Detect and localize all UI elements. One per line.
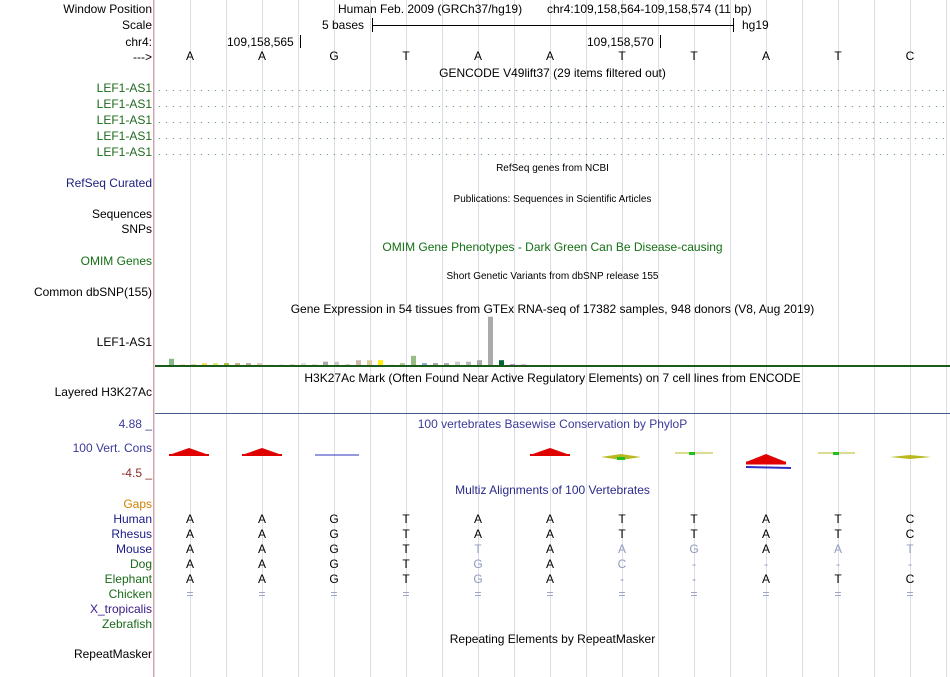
alignment-base: A <box>545 572 554 586</box>
alignment-base: A <box>761 542 770 556</box>
phylop-peak-2 <box>242 448 282 455</box>
phylop-graph[interactable] <box>155 440 950 476</box>
scale-label: Scale <box>121 18 152 32</box>
species-label-rhesus[interactable]: Rhesus <box>111 527 152 541</box>
alignment-base: G <box>329 557 339 571</box>
window-position-label: Window Position <box>63 2 152 16</box>
rmsk-label[interactable]: RepeatMasker <box>73 647 152 661</box>
alignment-base: A <box>473 512 482 526</box>
alignment-base: - <box>692 557 696 571</box>
gencode-feature[interactable] <box>157 117 949 123</box>
pubs-track-title: Publications: Sequences in Scientific Articles <box>453 194 652 205</box>
coordinate-tick-2: 109,158,570 <box>587 35 654 49</box>
chr-label: chr4: <box>125 35 152 49</box>
alignment-base: - <box>836 557 840 571</box>
base-letter: A <box>545 49 554 63</box>
phylop-peak-6 <box>530 448 570 455</box>
gencode-item-label[interactable]: LEF1-AS1 <box>96 145 152 159</box>
species-label-x_tropicalis[interactable]: X_tropicalis <box>89 602 152 616</box>
alignment-base: = <box>258 587 266 601</box>
dbsnp-label[interactable]: Common dbSNP(155) <box>33 285 152 299</box>
h3k27ac-label[interactable]: Layered H3K27Ac <box>54 385 152 399</box>
alignment-base: = <box>618 587 626 601</box>
coordinate-tick-mark-2 <box>660 35 661 48</box>
alignment-base: T <box>690 527 698 541</box>
phylop-max-label: 4.88 _ <box>118 417 152 431</box>
alignment-base: A <box>257 572 266 586</box>
db-text: hg19 <box>742 18 769 32</box>
alignment-base: = <box>906 587 914 601</box>
alignment-base: C <box>905 512 915 526</box>
rmsk-track-title: Repeating Elements by RepeatMasker <box>449 632 656 646</box>
alignment-base: A <box>761 512 770 526</box>
alignment-base: A <box>545 527 554 541</box>
alignment-base: T <box>474 542 482 556</box>
gtex-tissue-bar[interactable] <box>411 356 416 366</box>
alignment-base: T <box>618 512 626 526</box>
alignment-base: = <box>834 587 842 601</box>
phylop-track-title: 100 vertebrates Basewise Conservation by PhyloP <box>417 417 688 431</box>
coordinate-tick-mark-1 <box>300 35 301 48</box>
alignment-base: = <box>762 587 770 601</box>
base-letter: C <box>905 49 915 63</box>
h3k27ac-baseline <box>155 413 950 414</box>
phylop-min-label: -4.5 _ <box>121 466 152 480</box>
refseq-track-title: RefSeq genes from NCBI <box>496 163 609 174</box>
alignment-base: A <box>185 557 194 571</box>
alignment-base: A <box>185 512 194 526</box>
position-text: chr4:109,158,564-109,158,574 (11 bp) <box>547 2 752 16</box>
base-letter: A <box>185 49 194 63</box>
alignment-base: T <box>618 527 626 541</box>
alignment-base: C <box>905 572 915 586</box>
alignment-base: T <box>834 527 842 541</box>
species-label-zebrafish[interactable]: Zebrafish <box>101 617 152 631</box>
alignment-base: A <box>257 512 266 526</box>
gencode-item-label[interactable]: LEF1-AS1 <box>96 129 152 143</box>
alignment-base: T <box>402 527 410 541</box>
gencode-item-label[interactable]: LEF1-AS1 <box>96 97 152 111</box>
gaps-label[interactable]: Gaps <box>123 497 152 511</box>
alignment-base: = <box>546 587 554 601</box>
alignment-base: G <box>473 572 483 586</box>
base-letter: T <box>402 49 410 63</box>
base-letter: T <box>834 49 842 63</box>
alignment-base: A <box>761 572 770 586</box>
alignment-base: A <box>545 557 554 571</box>
omim-track-title: OMIM Gene Phenotypes - Dark Green Can Be Disease-causing <box>382 240 723 254</box>
h3k27ac-track-title: H3K27Ac Mark (Often Found Near Active Regulatory Elements) on 7 cell lines from ENCODE <box>304 371 801 385</box>
base-letter: G <box>329 49 339 63</box>
alignment-base: T <box>906 542 914 556</box>
gencode-feature[interactable] <box>157 85 949 91</box>
alignment-base: = <box>330 587 338 601</box>
phylop-peak-1 <box>169 448 209 455</box>
coordinate-tick-1: 109,158,565 <box>227 35 294 49</box>
alignment-base: T <box>402 572 410 586</box>
sequences-label[interactable]: Sequences <box>91 207 152 221</box>
species-label-dog[interactable]: Dog <box>129 557 152 571</box>
gtex-bar-graph[interactable] <box>155 315 950 367</box>
alignment-base: T <box>690 512 698 526</box>
alignment-base: G <box>689 542 699 556</box>
alignment-base: A <box>257 527 266 541</box>
phylop-label[interactable]: 100 Vert. Cons <box>72 441 152 455</box>
alignment-base: C <box>905 527 915 541</box>
phylop-small-7 <box>601 454 641 460</box>
dbsnp-track-title: Short Genetic Variants from dbSNP release 155 <box>446 271 659 282</box>
alignment-base: - <box>620 572 624 586</box>
multiz-track-title: Multiz Alignments of 100 Vertebrates <box>455 483 650 497</box>
gencode-feature[interactable] <box>157 149 949 155</box>
alignment-base: T <box>834 512 842 526</box>
alignment-base: A <box>257 557 266 571</box>
alignment-base: A <box>545 512 554 526</box>
alignment-base: G <box>329 512 339 526</box>
assembly-title: Human Feb. 2009 (GRCh37/hg19) <box>338 2 523 16</box>
snps-label[interactable]: SNPs <box>121 222 152 236</box>
alignment-base: G <box>473 557 483 571</box>
base-letter: A <box>761 49 770 63</box>
alignment-base: T <box>402 542 410 556</box>
phylop-peak-9 <box>746 454 791 468</box>
alignment-base: A <box>257 542 266 556</box>
alignment-base: A <box>185 542 194 556</box>
alignment-base: A <box>473 527 482 541</box>
base-letter: A <box>257 49 266 63</box>
gencode-feature[interactable] <box>157 133 949 139</box>
alignment-base: C <box>617 557 627 571</box>
alignment-base: - <box>908 557 912 571</box>
phylop-small-8 <box>675 452 713 455</box>
gtex-tissue-bar[interactable] <box>488 317 493 366</box>
alignment-base: G <box>329 572 339 586</box>
alignment-base: A <box>185 527 194 541</box>
base-letter: T <box>618 49 626 63</box>
base-letter: A <box>473 49 482 63</box>
gencode-item-label[interactable]: LEF1-AS1 <box>96 81 152 95</box>
species-label-chicken[interactable]: Chicken <box>108 587 152 601</box>
refseq-label[interactable]: RefSeq Curated <box>65 176 152 190</box>
strand-label: ---> <box>133 50 152 64</box>
alignment-base: = <box>402 587 410 601</box>
species-label-human[interactable]: Human <box>113 512 152 526</box>
alignment-base: - <box>692 572 696 586</box>
gencode-track-title: GENCODE V49lift37 (29 items filtered out) <box>439 66 666 80</box>
omim-label[interactable]: OMIM Genes <box>80 254 152 268</box>
alignment-base: = <box>186 587 194 601</box>
alignment-base: T <box>402 512 410 526</box>
base-letter: T <box>690 49 698 63</box>
alignment-base: A <box>545 542 554 556</box>
alignment-base: G <box>329 527 339 541</box>
alignment-base: A <box>761 527 770 541</box>
species-label-elephant[interactable]: Elephant <box>104 572 152 586</box>
phylop-small-10 <box>818 452 855 455</box>
alignment-base: A <box>617 542 626 556</box>
gencode-item-label[interactable]: LEF1-AS1 <box>96 113 152 127</box>
scale-text: 5 bases <box>322 18 365 32</box>
gencode-feature[interactable] <box>157 101 949 107</box>
scale-bar <box>372 18 734 32</box>
alignment-base: = <box>690 587 698 601</box>
gtex-track-title: Gene Expression in 54 tissues from GTEx RNA-seq of 17382 samples, 948 donors (V8, Aug 2019) <box>290 302 815 316</box>
alignment-base: T <box>834 572 842 586</box>
alignment-base: T <box>402 557 410 571</box>
species-label-mouse[interactable]: Mouse <box>115 542 152 556</box>
alignment-base: G <box>329 542 339 556</box>
alignment-base: A <box>833 542 842 556</box>
alignment-base: = <box>474 587 482 601</box>
gtex-tissue-bar[interactable] <box>169 359 174 366</box>
phylop-small-11 <box>890 455 931 459</box>
gtex-label[interactable]: LEF1-AS1 <box>96 335 152 349</box>
alignment-base: A <box>185 572 194 586</box>
alignment-base: - <box>764 557 768 571</box>
